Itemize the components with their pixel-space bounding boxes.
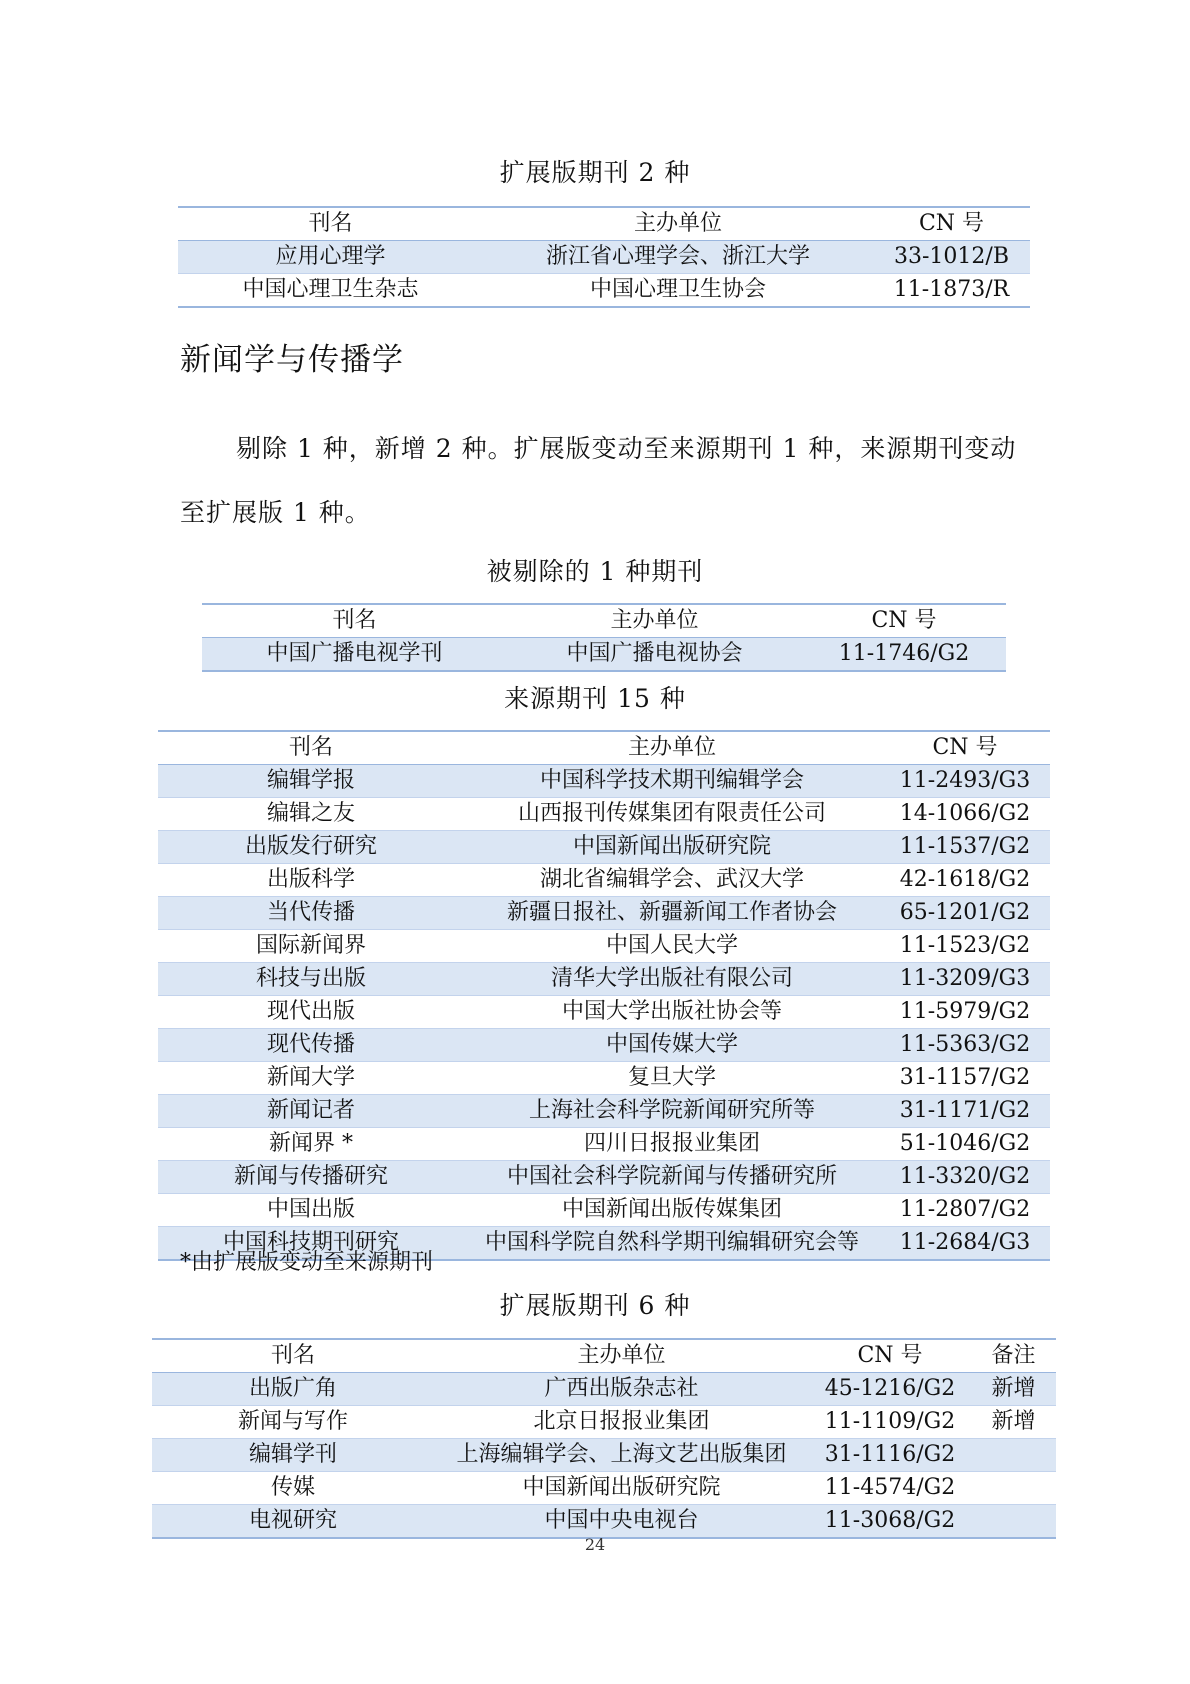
table-cell: 新闻与传播研究 (158, 1161, 464, 1194)
table-cell: 新疆日报社、新疆新闻工作者协会 (464, 897, 880, 930)
table-cell: 中国新闻出版研究院 (464, 831, 880, 864)
table-cell: 中国大学出版社协会等 (464, 996, 880, 1029)
table-cell (971, 1505, 1056, 1539)
table-cell: 中国社会科学院新闻与传播研究所 (464, 1161, 880, 1194)
table-row (158, 765, 1050, 798)
table-cell (971, 1439, 1056, 1472)
removed-table (202, 603, 1006, 672)
table-cell: 现代出版 (158, 996, 464, 1029)
table-cell: 编辑学报 (158, 765, 464, 798)
column-header: 主办单位 (434, 1339, 809, 1373)
table-cell: 14-1066/G2 (880, 798, 1050, 831)
table-cell: 11-3209/G3 (880, 963, 1050, 996)
table-cell: 33-1012/B (873, 241, 1030, 274)
table-cell: 11-3320/G2 (880, 1161, 1050, 1194)
table-row (158, 1095, 1050, 1128)
table-cell: 新闻记者 (158, 1095, 464, 1128)
column-header: 刊名 (158, 731, 464, 765)
table-cell: 11-1523/G2 (880, 930, 1050, 963)
column-header: 主办单位 (483, 207, 873, 241)
column-header: 刊名 (178, 207, 483, 241)
table-cell: 四川日报报业集团 (464, 1128, 880, 1161)
table-cell: 电视研究 (152, 1505, 434, 1539)
table-cell: 31-1116/G2 (809, 1439, 971, 1472)
table-cell: 11-2807/G2 (880, 1194, 1050, 1227)
table-cell (971, 1472, 1056, 1505)
table-cell: 中国新闻出版传媒集团 (464, 1194, 880, 1227)
table-cell: 45-1216/G2 (809, 1373, 971, 1406)
page-number: 24 (584, 1535, 606, 1554)
table-header-row (152, 1339, 1056, 1373)
table-row (158, 963, 1050, 996)
table-cell: 31-1171/G2 (880, 1095, 1050, 1128)
table-row (158, 897, 1050, 930)
table-cell: 11-1873/R (893, 277, 1010, 302)
table-row (158, 1128, 1050, 1161)
table-cell: 出版发行研究 (158, 831, 464, 864)
table-cell: 中国中央电视台 (434, 1505, 809, 1539)
table-cell: 浙江省心理学会、浙江大学 (483, 241, 873, 274)
table-cell: 中国科学院自然科学期刊编辑研究会等 (464, 1227, 880, 1261)
ext-table-1 (178, 206, 1030, 308)
column-header: CN 号 (873, 207, 1030, 241)
ext-table-2 (152, 1338, 1056, 1539)
table-cell: 11-2493/G3 (880, 765, 1050, 798)
table-row (158, 798, 1050, 831)
table-cell: 11-1109/G2 (809, 1406, 971, 1439)
table-cell: 出版科学 (158, 864, 464, 897)
table-cell: 中国广播电视协会 (507, 638, 802, 672)
table-cell: 11-1537/G2 (880, 831, 1050, 864)
table-header-row (178, 207, 1030, 241)
column-header: 刊名 (202, 604, 507, 638)
table-cell: 国际新闻界 (158, 930, 464, 963)
table-cell: 11-5979/G2 (880, 996, 1050, 1029)
source-table-footnote: *由扩展版变动至来源期刊 (180, 1250, 434, 1275)
table-cell: 新增 (971, 1406, 1056, 1439)
table-cell: 北京日报报业集团 (434, 1406, 809, 1439)
table-cell: 65-1201/G2 (880, 897, 1050, 930)
column-header: 备注 (971, 1339, 1056, 1373)
table-row (158, 996, 1050, 1029)
table-cell: 中国出版 (158, 1194, 464, 1227)
table-row (158, 930, 1050, 963)
table-cell: 湖北省编辑学会、武汉大学 (464, 864, 880, 897)
table-cell: 清华大学出版社有限公司 (464, 963, 880, 996)
table-cell: 11-2684/G3 (880, 1227, 1050, 1261)
table-row (152, 1406, 1056, 1439)
table-cell: 中国传媒大学 (464, 1029, 880, 1062)
ext-table-2-caption: 扩展版期刊 6 种 (499, 1291, 691, 1320)
table-cell: 复旦大学 (464, 1062, 880, 1095)
table-cell: 中国心理卫生协会 (589, 277, 766, 302)
table-cell: 中国新闻出版研究院 (434, 1472, 809, 1505)
table-row (152, 1505, 1056, 1539)
table-row (158, 1062, 1050, 1095)
table-cell: 出版广角 (152, 1373, 434, 1406)
table-cell: 31-1157/G2 (880, 1062, 1050, 1095)
section-title: 新闻学与传播学 (180, 342, 404, 378)
table-cell: 新闻界 * (158, 1128, 464, 1161)
table-row (152, 1472, 1056, 1505)
source-table-caption: 来源期刊 15 种 (504, 684, 686, 713)
ext-table-1-caption: 扩展版期刊 2 种 (499, 158, 691, 187)
table-row (158, 1161, 1050, 1194)
table-cell: 中国广播电视学刊 (202, 638, 507, 672)
column-header: CN 号 (802, 604, 1006, 638)
table-row (158, 864, 1050, 897)
table-cell: 现代传播 (158, 1029, 464, 1062)
removed-table-caption: 被剔除的 1 种期刊 (486, 557, 704, 586)
table-row (158, 1194, 1050, 1227)
table-row (178, 241, 1030, 274)
table-cell: 42-1618/G2 (880, 864, 1050, 897)
table-cell: 11-1746/G2 (802, 638, 1006, 672)
column-header: 主办单位 (464, 731, 880, 765)
column-header: CN 号 (809, 1339, 971, 1373)
table-cell: 51-1046/G2 (880, 1128, 1050, 1161)
table-row (202, 638, 1006, 672)
table-cell: 应用心理学 (178, 241, 483, 274)
table-cell: 新闻大学 (158, 1062, 464, 1095)
table-cell: 11-4574/G2 (809, 1472, 971, 1505)
table-cell: 上海社会科学院新闻研究所等 (464, 1095, 880, 1128)
column-header: 刊名 (152, 1339, 434, 1373)
table-cell: 新增 (971, 1373, 1056, 1406)
table-cell: 中国人民大学 (464, 930, 880, 963)
table-cell: 科技与出版 (158, 963, 464, 996)
column-header: CN 号 (880, 731, 1050, 765)
source-table (158, 730, 1050, 1261)
table-row (158, 831, 1050, 864)
table-cell: 新闻与写作 (152, 1406, 434, 1439)
paragraph-line-1: 剔除 1 种，新增 2 种。扩展版变动至来源期刊 1 种，来源期刊变动 (236, 434, 1017, 463)
table-header-row (158, 731, 1050, 765)
table-cell: 11-5363/G2 (880, 1029, 1050, 1062)
column-header: 主办单位 (507, 604, 802, 638)
table-cell: 中国科技期刊研究 (158, 1227, 464, 1261)
table-cell: 传媒 (152, 1472, 434, 1505)
table-cell: 山西报刊传媒集团有限责任公司 (464, 798, 880, 831)
table-cell: 编辑学刊 (152, 1439, 434, 1472)
table-header-row (202, 604, 1006, 638)
table-row (152, 1373, 1056, 1406)
table-row (158, 1029, 1050, 1062)
table-cell: 中国科学技术期刊编辑学会 (464, 765, 880, 798)
table-cell: 中国心理卫生杂志 (242, 277, 419, 302)
table-row (178, 274, 1030, 308)
table-row (152, 1439, 1056, 1472)
table-cell: 编辑之友 (158, 798, 464, 831)
table-cell: 广西出版杂志社 (434, 1373, 809, 1406)
table-cell: 上海编辑学会、上海文艺出版集团 (434, 1439, 809, 1472)
paragraph-line-2: 至扩展版 1 种。 (180, 498, 371, 527)
table-cell: 当代传播 (158, 897, 464, 930)
table-cell: 11-3068/G2 (809, 1505, 971, 1539)
